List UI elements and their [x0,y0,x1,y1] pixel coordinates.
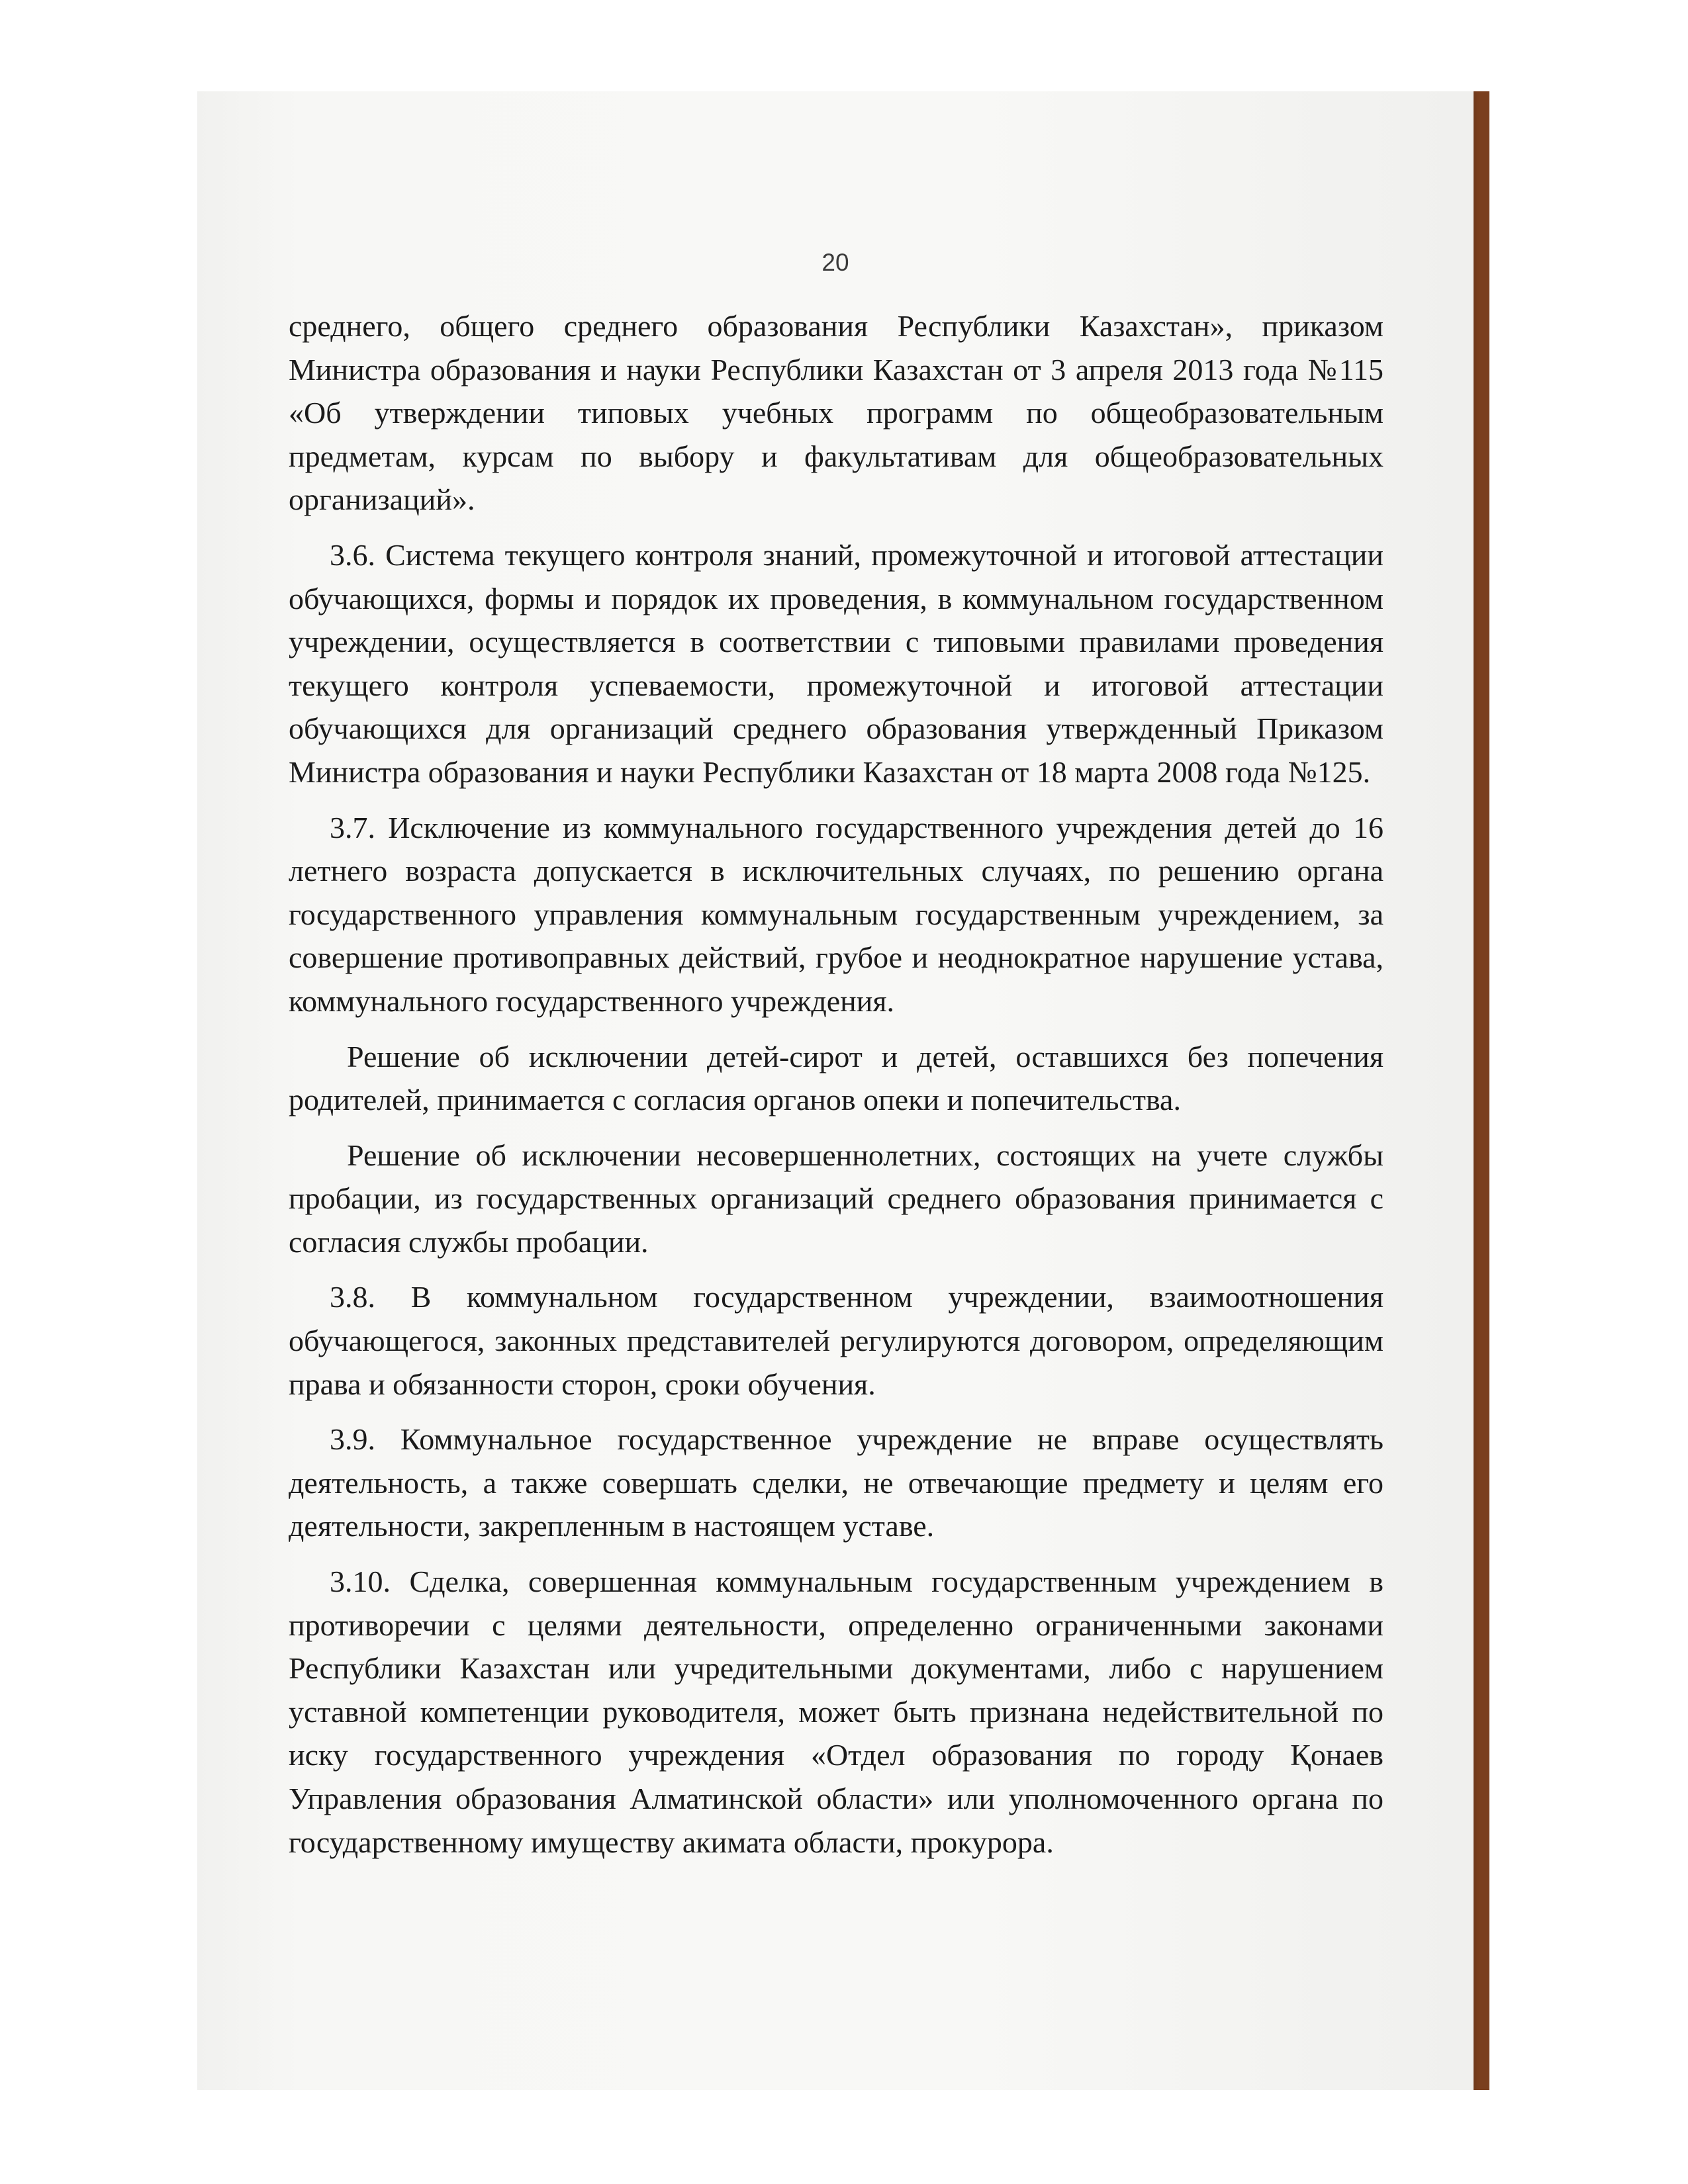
paragraph-3-9: 3.9. Коммунальное государственное учреждение не вправе осуществлять деятельность, а также совершать сделки, не отвечающие предмету и целям его деятельности, закрепленным в настоящем уставе. [289,1422,1383,1543]
document-photo [197,91,1489,2090]
paragraph-3-7: 3.7. Исключение из коммунального государственного учреждения детей до 16 летнего возраста допускается в исключительных случаях, по решению органа государственного управления коммунальным государственным учреждением, за совершение противоправных действий, грубое и неоднократное нарушение устава, коммунального государственного учреждения. [289,810,1383,1018]
paragraph-continuation: среднего, общего среднего образования Республики Казахстан», приказом Министра образования и науки Республики Казахстан от 3 апреля 2013 года №115 «Об утверждении типовых учебных программ по общеобразовательным предметам, курсам по выбору и факультативам для общеобразовательных организаций». [289,309,1383,517]
paragraph-probation-exclusion: Решение об исключении несовершеннолетних, состоящих на учете службы пробации, из государственных организаций среднего образования принимается с согласия службы пробации. [289,1138,1383,1259]
paragraph-3-10: 3.10. Сделка, совершенная коммунальным государственным учреждением в противоречии с целями деятельности, определенно ограниченными законами Республики Казахстан или учредительными документами, либо с нарушением уставной компетенции руководителя, может быть признана недействительной по иску государственного учреждения «Отдел образования по городу Қонаев Управления образования Алматинской области» или уполномоченного органа по государственному имуществу акимата области, прокурора. [289,1565,1383,1859]
paragraph-3-8: 3.8. В коммунальном государственном учреждении, взаимоотношения обучающегося, законных представителей регулируются договором, определяющим права и обязанности сторон, сроки обучения. [289,1280,1383,1401]
document-body [289,304,1383,1876]
document-page [197,91,1474,2090]
page-number: 20 [821,249,849,276]
paragraph-orphans-exclusion: Решение об исключении детей-сирот и детей, оставшихся без попечения родителей, принимается с согласия органов опеки и попечительства. [289,1039,1383,1117]
paragraph-3-6: 3.6. Система текущего контроля знаний, промежуточной и итоговой аттестации обучающихся, формы и порядок их проведения, в коммунальном государственном учреждении, осуществляется в соответствии с типовыми правилами проведения текущего контроля успеваемости, промежуточной и итоговой аттестации обучающихся для организаций среднего образования утвержденный Приказом Министра образования и науки Республики Казахстан от 18 марта 2008 года №125. [289,537,1383,789]
